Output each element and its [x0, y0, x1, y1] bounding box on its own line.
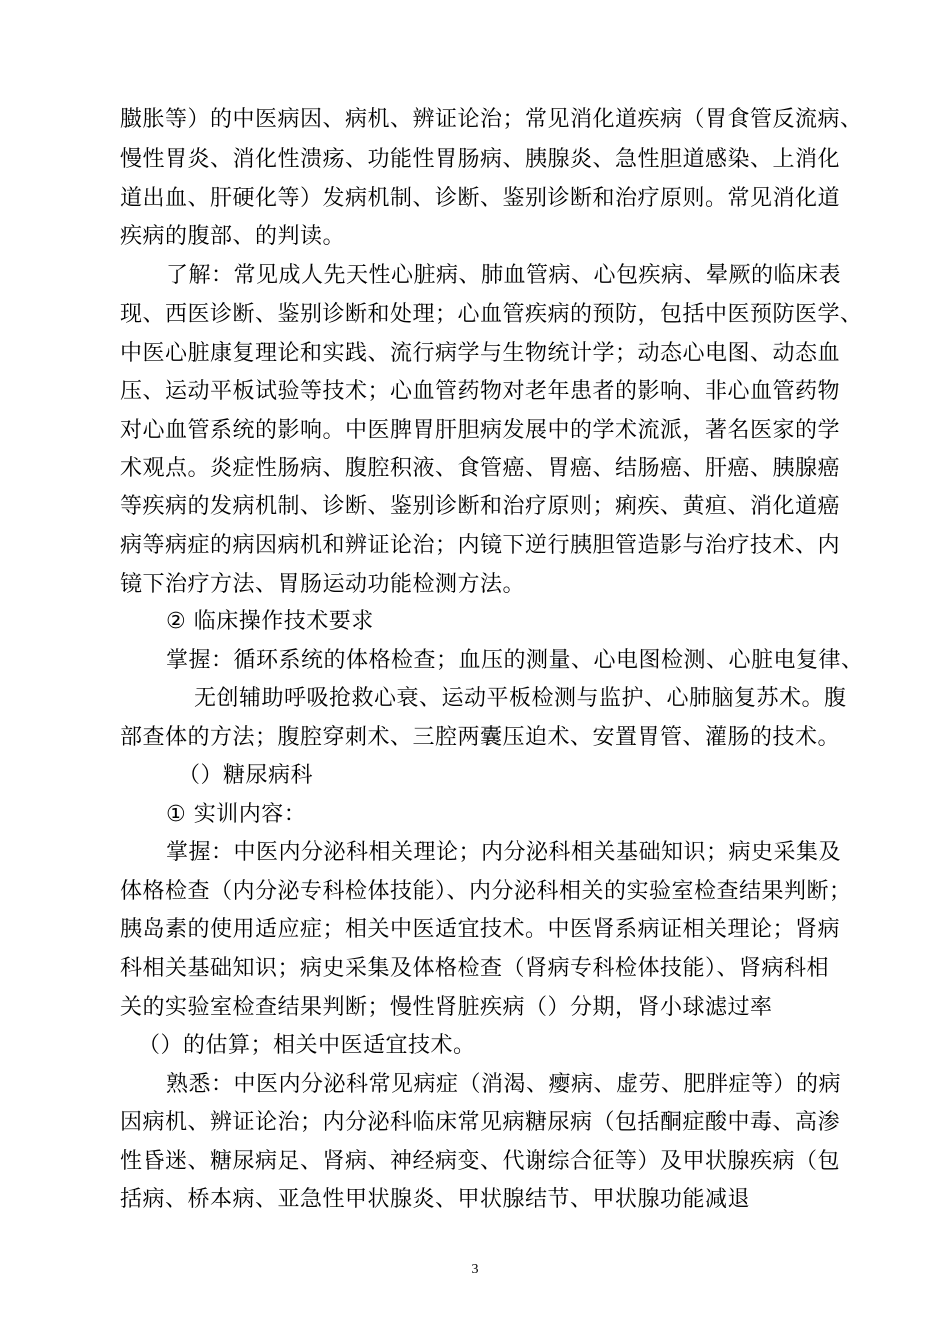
text-line: 性昏迷、糖尿病足、肾病、神经病变、代谢综合征等）及甲状腺疾病（包 — [120, 1149, 841, 1174]
text-line: 括病、桥本病、亚急性甲状腺炎、甲状腺结节、甲状腺功能减退 — [120, 1187, 751, 1212]
text-line: （）的估算；相关中医适宜技术。 — [138, 1033, 476, 1058]
text-line: 镜下治疗方法、胃肠运动功能检测方法。 — [120, 572, 526, 597]
text-line: 熟悉：中医内分泌科常见病症（消渴、瘿病、虚劳、肥胖症等）的病 — [166, 1072, 842, 1097]
text-line: 因病机、辨证论治；内分泌科临床常见病糖尿病（包括酮症酸中毒、高渗 — [120, 1110, 841, 1135]
text-line: 疾病的腹部、的判读。 — [120, 224, 346, 249]
text-line: 等疾病的发病机制、诊断、鉴别诊断和治疗原则；痢疾、黄疸、消化道癌 — [120, 494, 841, 519]
text-line: 掌握：中医内分泌科相关理论；内分泌科相关基础知识；病史采集及 — [166, 840, 842, 865]
text-line: 道出血、肝硬化等）发病机制、诊断、鉴别诊断和治疗原则。常见消化道 — [120, 186, 841, 211]
text-line: 部查体的方法；腹腔穿刺术、三腔两囊压迫术、安置胃管、灌肠的技术。 — [120, 725, 841, 750]
text-line: 了解：常见成人先天性心脏病、肺血管病、心包疾病、晕厥的临床表 — [166, 263, 842, 288]
text-line: 无创辅助呼吸抢救心衰、运动平板检测与监护、心肺脑复苏术。腹 — [194, 686, 847, 711]
text-line: 术观点。炎症性肠病、腹腔积液、食管癌、胃癌、结肠癌、肝癌、胰腺癌 — [120, 456, 841, 481]
text-line: 臌胀等）的中医病因、病机、辨证论治；常见消化道疾病（胃食管反流病、 — [120, 107, 863, 132]
text-line: 体格检查（内分泌专科检体技能）、内分泌科相关的实验室检查结果判断； — [120, 879, 852, 904]
text-line: 压、运动平板试验等技术；心血管药物对老年患者的影响、非心血管药物 — [120, 379, 841, 404]
page-number: 3 — [471, 1262, 479, 1277]
text-line: 现、西医诊断、鉴别诊断和处理；心血管疾病的预防，包括中医预防医学、 — [120, 302, 863, 327]
text-line: 中医心脏康复理论和实践、流行病学与生物统计学；动态心电图、动态血 — [120, 341, 841, 366]
text-line: 胰岛素的使用适应症；相关中医适宜技术。中医肾系病证相关理论；肾病 — [120, 917, 841, 942]
section-heading: ② 临床操作技术要求 — [166, 609, 374, 634]
text-line: 病等病症的病因病机和辨证论治；内镜下逆行胰胆管造影与治疗技术、内 — [120, 533, 841, 558]
text-line: 慢性胃炎、消化性溃疡、功能性胃肠病、胰腺炎、急性胆道感染、上消化 — [120, 147, 841, 172]
section-heading: ① 实训内容： — [166, 802, 307, 827]
text-line: 掌握：循环系统的体格检查；血压的测量、心电图检测、心脏电复律、 — [166, 648, 864, 673]
section-heading: （）糖尿病科 — [178, 763, 314, 788]
text-line: 科相关基础知识；病史采集及体格检查（肾病专科检体技能）、肾病科相 — [120, 956, 830, 981]
text-line: 关的实验室检查结果判断；慢性肾脏疾病（）分期，肾小球滤过率 — [120, 995, 773, 1020]
text-line: 对心血管系统的影响。中医脾胃肝胆病发展中的学术流派，著名医家的学 — [120, 418, 841, 443]
